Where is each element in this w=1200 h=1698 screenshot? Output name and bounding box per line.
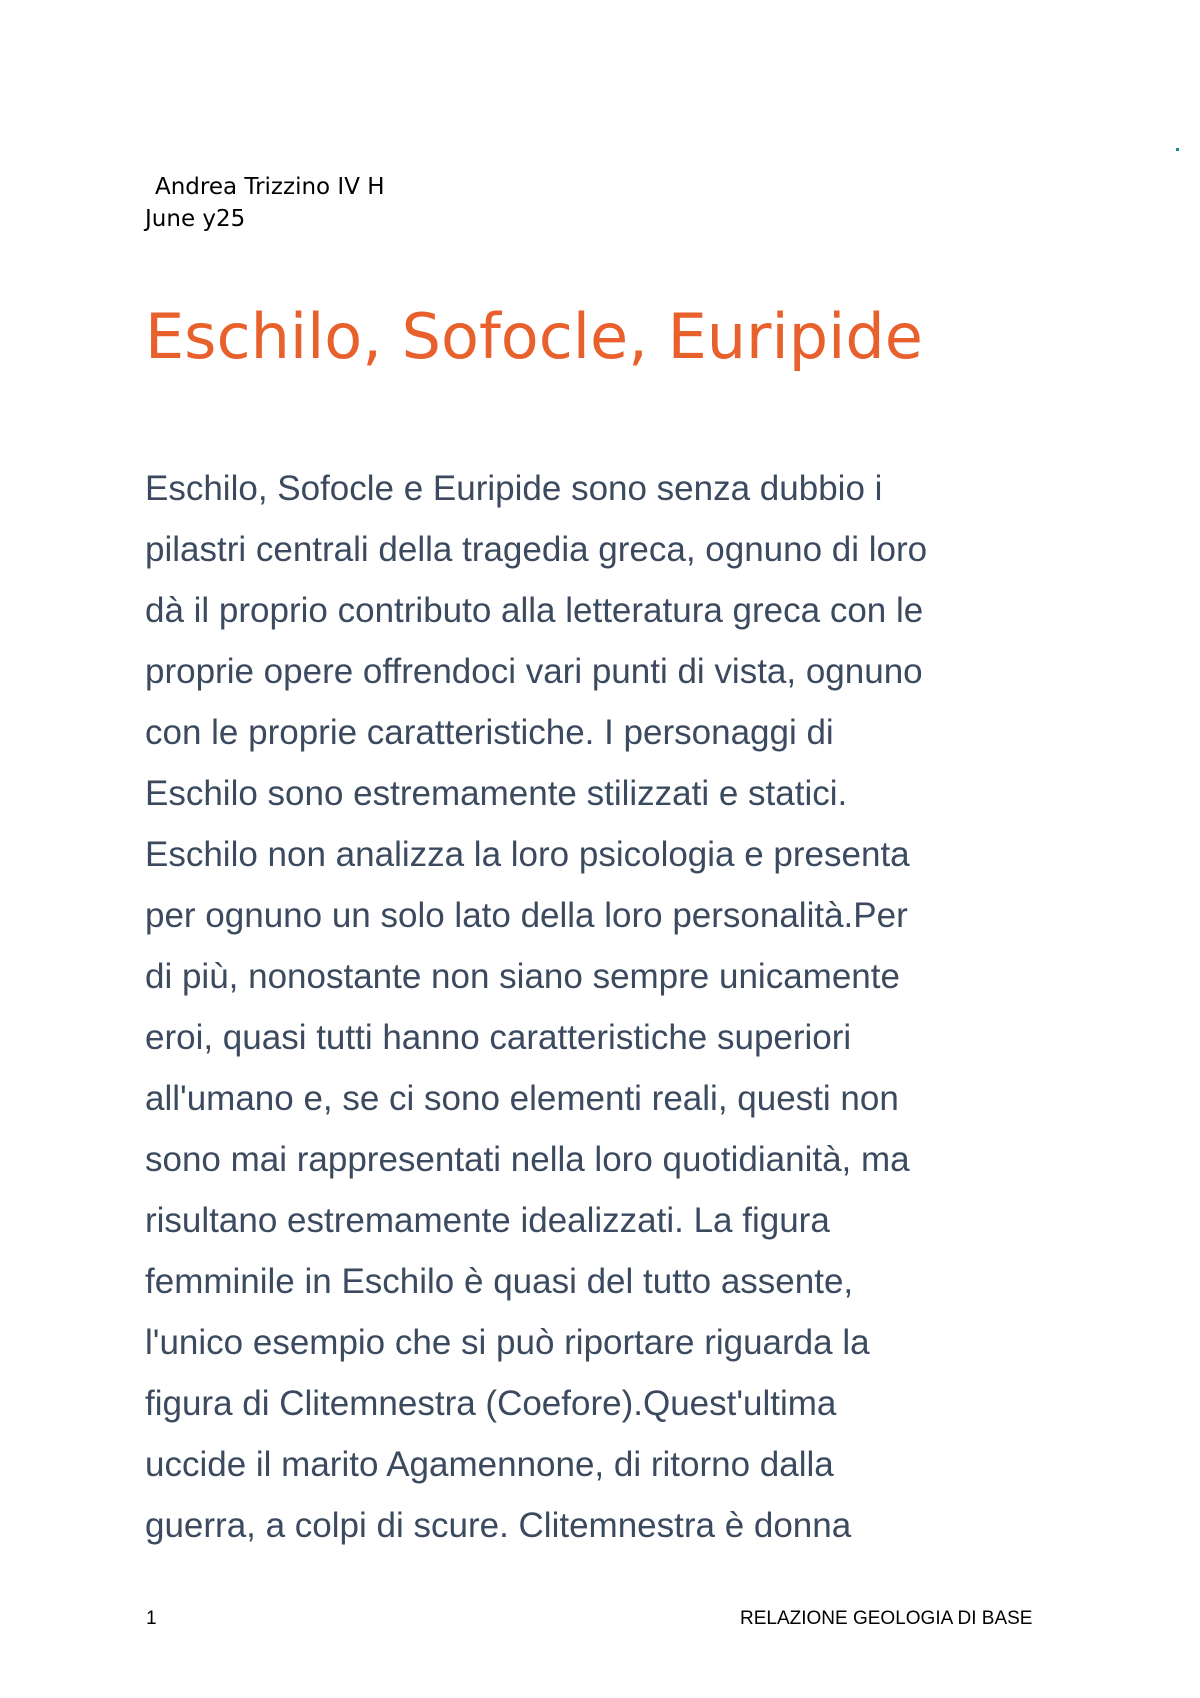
body-text — [145, 458, 1075, 1556]
body-line: guerra, a colpi di scure. Clitemnestra è donna — [145, 1506, 852, 1545]
body-line: sono mai rappresentati nella loro quotidianità, ma — [145, 1140, 910, 1179]
body-line: l'unico esempio che si può riportare riguarda la — [145, 1323, 870, 1362]
footer-page-number: 1 — [146, 1608, 157, 1629]
author-line: Andrea Trizzino IV H — [155, 174, 385, 200]
body-line: Eschilo sono estremamente stilizzati e statici. — [145, 774, 848, 813]
body-line: dà il proprio contributo alla letteratura greca con le — [145, 591, 924, 630]
body-line: con le proprie caratteristiche. I personaggi di — [145, 713, 834, 752]
body-line: eroi, quasi tutti hanno caratteristiche superiori — [145, 1018, 852, 1057]
body-line: risultano estremamente idealizzati. La figura — [145, 1201, 830, 1240]
body-line: uccide il marito Agamennone, di ritorno dalla — [145, 1445, 834, 1484]
body-line: all'umano e, se ci sono elementi reali, questi non — [145, 1079, 899, 1118]
document-title: Eschilo, Sofocle, Euripide — [145, 300, 923, 373]
body-line: proprie opere offrendoci vari punti di vista, ognuno — [145, 652, 923, 691]
body-line: Eschilo, Sofocle e Euripide sono senza dubbio i — [145, 469, 883, 508]
body-line: per ognuno un solo lato della loro personalità.Per — [145, 896, 908, 935]
corner-mark — [1176, 148, 1179, 151]
body-line: Eschilo non analizza la loro psicologia e presenta — [145, 835, 910, 874]
date-line: June y25 — [145, 206, 246, 232]
footer-label: RELAZIONE GEOLOGIA DI BASE — [740, 1608, 1033, 1629]
body-line: figura di Clitemnestra (Coefore).Quest'ultima — [145, 1384, 837, 1423]
body-line: pilastri centrali della tragedia greca, ognuno di loro — [145, 530, 928, 569]
body-line: femminile in Eschilo è quasi del tutto assente, — [145, 1262, 854, 1301]
body-line: di più, nonostante non siano sempre unicamente — [145, 957, 900, 996]
